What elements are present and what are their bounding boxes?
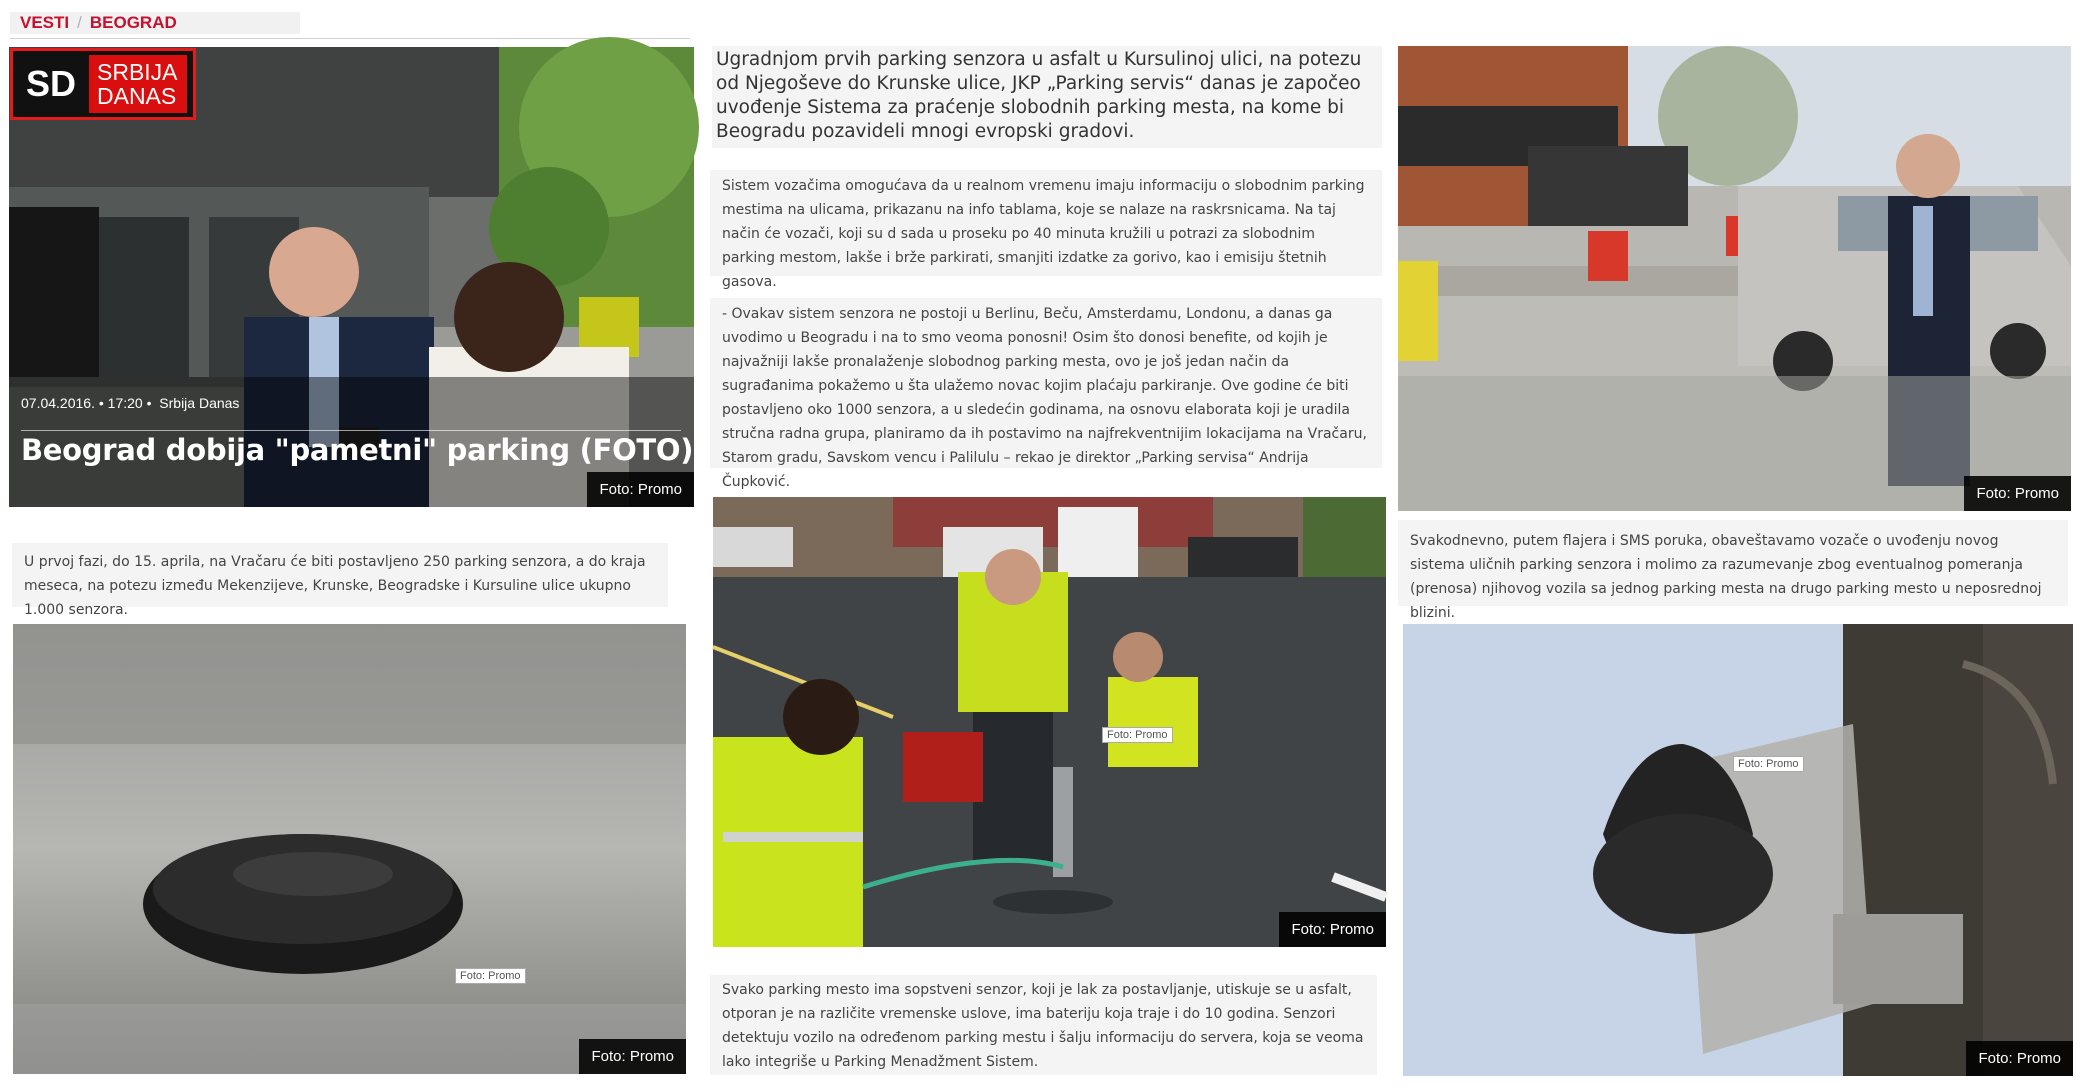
sensor-asphalt-photo-caption: Foto: Promo [579,1039,686,1074]
sensor-asphalt-image [13,624,686,1074]
paragraph-flajeri: Svakodnevno, putem flajera i SMS poruka, obaveštavamo vozače o uvođenju novog sistema uličnih parking senzora i molimo za razumevanje zbog eventualnog pomeranja (prenosa) njihovog vozila sa jednog parking mesta na drugo parking mesto u neposrednoj blizini. [1398,520,2068,606]
meta-separator-icon: • [146,395,152,411]
article-meta [21,395,239,411]
info-device-photo-caption: Foto: Promo [1966,1041,2073,1076]
info-device-image [1403,624,2073,1076]
paragraph-senzor: Svako parking mesto ima sopstveni senzor, koji je lak za postavljanje, utiskuje se u asfalt, otporan je na različite vremenske uslove, ima bateriju koja traje i do 10 godina. Senzori detektuju vozilo na određenom parking mestu i šalju informaciju do servera, koja se veoma lako integriše u Parking Menadžment Sistem. [710,975,1377,1075]
info-device-photo-tag: Foto: Promo [1733,756,1804,772]
workers-photo-caption: Foto: Promo [1279,912,1386,947]
article-date: 07.04.2016. [21,395,95,411]
srbija-danas-logo[interactable] [10,48,196,120]
sensor-asphalt-photo-tag: Foto: Promo [455,968,526,984]
breadcrumb-separator: / [77,13,82,32]
workers-photo[interactable] [713,497,1386,947]
meta-separator-icon: • [98,395,104,411]
logo-short: SD [25,63,76,104]
breadcrumb [10,12,300,34]
article-lead: Ugradnjom prvih parking senzora u asfalt u Kursulinoj ulici, na potezu od Njegoševe do Krunske ulice, JKP „Parking servis“ danas je započeo uvođenje Sistema za praćenje slobodnih parking mesta, na kome bi Beogradu pozavideli mnogi evropski gradovi. [712,46,1382,148]
hero-divider [21,430,681,431]
breadcrumb-section-link[interactable]: VESTI [20,13,70,32]
sensor-asphalt-photo[interactable] [13,624,686,1074]
director-photo[interactable] [1398,46,2071,511]
article-time: 17:20 [107,395,143,411]
breadcrumb-subsection-link[interactable]: BEOGRAD [89,13,177,32]
info-device-photo[interactable] [1403,624,2073,1076]
paragraph-faza: U prvoj fazi, do 15. aprila, na Vračaru će biti postavljeno 250 parking senzora, a do kraja meseca, na potezu između Mekenzijeve, Krunske, Beogradske i Kursuline ulice ukupno 1.000 senzora. [12,543,668,607]
paragraph-quote: - Ovakav sistem senzora ne postoji u Berlinu, Beču, Amsterdamu, Londonu, a danas ga uvodimo u Beogradu i na to smo veoma ponosni! Osim što donosi benefite, od kojih je najvažniji lakše pronalaženje slobodnog parking mesta, ovo je još jedan način da sugrađanima pokažemo u šta ulažemo novac kojim plaćaju parkiranje. Ove godine će biti postavljeno oko 1000 senzora, a u sledećin godinama, na osnovu elaborata koji je uradila stručna radna grupa, planiramo da ih postavimo na najfrekventnijim lokacijama na Vračaru, Starom gradu, Savskom vencu i Palilulu – rekao je direktor „Parking servisa“ Andrija Čupković. [710,298,1382,468]
logo-name [89,55,187,113]
director-photo-caption: Foto: Promo [1964,476,2071,511]
article-title: Beograd dobija "pametni" parking (FOTO) [21,433,694,467]
workers-photo-tag: Foto: Promo [1102,727,1173,743]
breadcrumb-divider [10,38,690,39]
workers-image [713,497,1386,947]
paragraph-sistem: Sistem vozačima omogućava da u realnom vremenu imaju informaciju o slobodnim parking mestima na ulicama, prikazanu na info tablama, koje se nalaze na raskrsnicama. Na taj način će vozači, koji su d sada u proseku po 40 minuta kružili u potrazi za slobodnim parking mestom, lakše i brže parkirati, smanjiti izdatke za gorivo, kao i emisiju štetnih gasova. [710,170,1382,276]
hero-photo-caption: Foto: Promo [587,472,694,507]
article-source[interactable]: Srbija Danas [159,395,240,411]
logo-line2: DANAS [97,83,177,109]
director-image [1398,46,2071,511]
logo-line1: SRBIJA [97,59,178,85]
